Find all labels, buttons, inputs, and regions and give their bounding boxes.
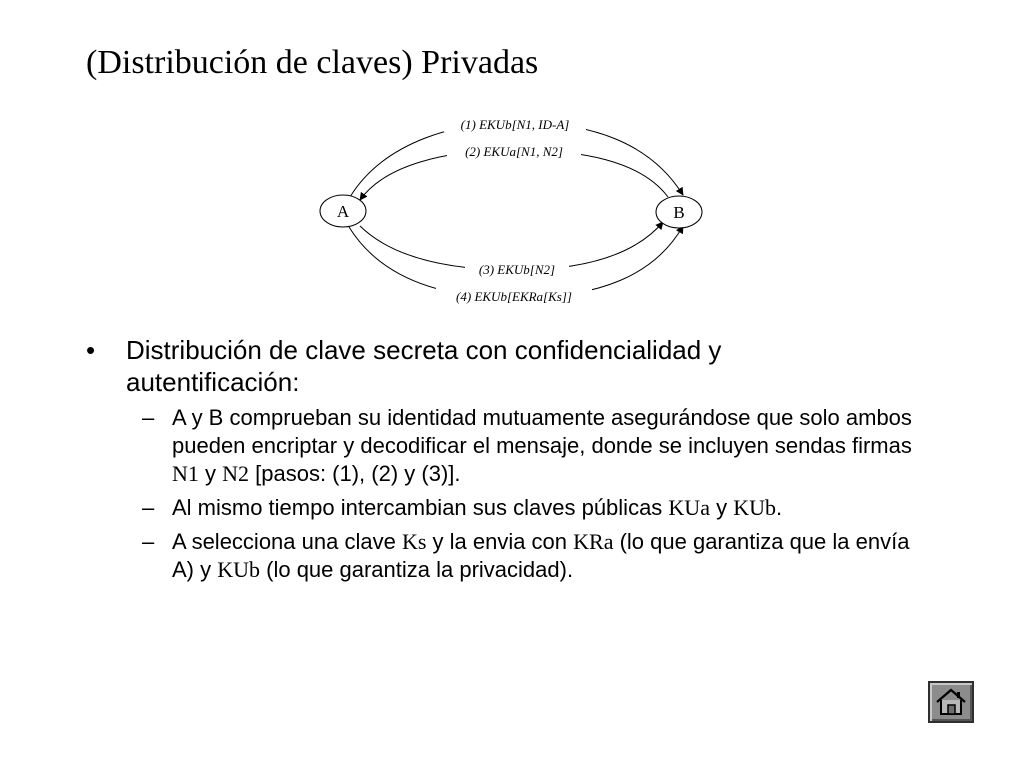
main-bullet	[86, 334, 926, 398]
sub1-text-b: y	[198, 461, 223, 486]
bullet-marker: •	[86, 335, 96, 365]
sub2-text-a: Al mismo tiempo intercambian sus claves públicas	[172, 495, 669, 520]
step-4-label: (4) EKUb[EKRa[Ks]]	[456, 289, 572, 304]
n1-term: N1	[172, 461, 199, 486]
n2-term: N2	[222, 461, 250, 486]
sub2-text-c: .	[775, 495, 783, 520]
sub2-text-b: y	[709, 495, 734, 520]
dash-marker: –	[142, 529, 155, 554]
slide-title: (Distribución de claves) Privadas	[86, 44, 539, 81]
node-a-label: A	[336, 202, 350, 221]
main-bullet-line-2: autentificación:	[126, 367, 300, 397]
ks-term: Ks	[401, 529, 427, 554]
sub-bullet-3	[86, 528, 926, 584]
dash-marker: –	[142, 495, 155, 520]
kub-term: KUb	[217, 557, 261, 582]
node-b-label: B	[673, 203, 685, 222]
main-bullet-line-1: Distribución de clave secreta con confidencialidad y	[126, 335, 722, 365]
sub-bullet-list	[86, 404, 926, 584]
step-3-label: (3) EKUb[N2]	[478, 262, 556, 277]
house-icon	[933, 686, 969, 718]
kra-term: KRa	[573, 529, 614, 554]
sub3-text-a: A selecciona una clave	[172, 529, 402, 554]
dash-marker: –	[142, 405, 155, 430]
key-exchange-diagram	[0, 0, 1024, 330]
arrow-step-1	[350, 122, 683, 197]
step-1-label: (1) EKUb[N1, ID-A]	[460, 117, 570, 132]
home-button[interactable]	[928, 681, 974, 723]
sub-bullet-2	[86, 494, 926, 522]
sub1-text-a: A y B comprueban su identidad mutuamente asegurándose que solo ambos pueden encriptar y decodificar el mensaje, donde se incluyen sendas firmas	[172, 405, 912, 458]
sub3-text-c: (lo que garantiza que la envía A) y	[172, 529, 910, 582]
step-2-label: (2) EKUa[N1, N2]	[465, 144, 563, 159]
slide-body	[86, 334, 926, 590]
sub-bullet-1	[86, 404, 926, 488]
sub3-text-d: (lo que garantiza la privacidad).	[260, 557, 574, 582]
kub-term: KUb	[733, 495, 776, 520]
sub3-text-b: y la envia con	[426, 529, 574, 554]
sub1-text-c: [pasos: (1), (2) y (3)].	[249, 461, 461, 486]
kua-term: KUa	[668, 495, 710, 520]
